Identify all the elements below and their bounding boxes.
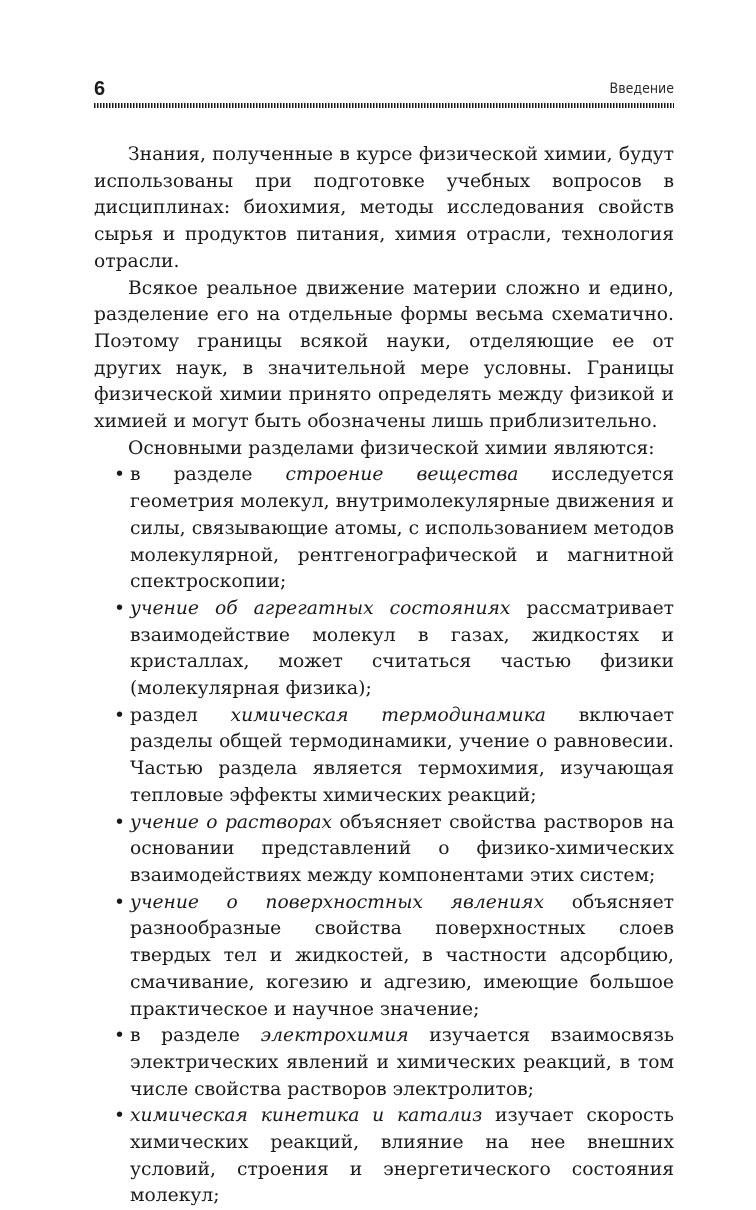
page-header — [94, 77, 674, 105]
item-term: химическая кинетика и катализ — [130, 1105, 483, 1127]
bullet: • — [114, 1025, 126, 1047]
paragraph: Знания, полученные в курсе физической химии, будут использованы при подготовке учебных вопросов в дисциплинах: биохимия, методы исследования свойств сырья и продуктов питания, химия отрасли, технология отрасли. — [94, 144, 674, 272]
item-term: учение о поверхностных явлениях — [130, 891, 545, 913]
bullet: • — [114, 464, 126, 486]
list-item — [94, 596, 674, 703]
item-text: включает разделы общей термодинамики, учение о равновесии. Частью раздела является термохимия, изучающая тепловые эффекты химических реакций; — [130, 704, 674, 806]
bullet: • — [114, 1105, 126, 1127]
sections-list — [94, 462, 674, 1210]
paragraph: Основными разделами физической химии являются: — [128, 437, 655, 459]
list-item — [94, 462, 674, 596]
item-text: рассматривает взаимодействие молекул в газах, жидкостях и кристаллах, может считаться частью физики (молекулярная физика); — [130, 597, 674, 700]
bullet: • — [114, 811, 126, 833]
list-item — [94, 890, 674, 1024]
item-text: объясняет разнообразные свойства поверхностных слоев твердых тел и жидкостей, в частности адсорбцию, смачивание, когезию и адгезию, имеющие большое практическое и научное значение; — [130, 891, 674, 1020]
list-item — [94, 1103, 674, 1210]
bullet: • — [114, 891, 126, 913]
item-text: изучает скорость химических реакций, влияние на нее внешних условий, строения и энергетического состояния молекул; — [130, 1105, 674, 1207]
item-term: учение об агрегатных состояниях — [130, 597, 511, 619]
header-rule — [94, 103, 674, 108]
item-text: в разделе — [130, 1025, 261, 1047]
bullet: • — [114, 597, 126, 619]
item-term: электрохимия — [260, 1025, 409, 1047]
item-term: строение вещества — [285, 464, 519, 486]
list-item — [94, 703, 674, 810]
bullet: • — [114, 704, 126, 726]
list-item — [94, 1023, 674, 1103]
item-text: объясняет свойства растворов на основании представлений о физико-химических взаимодействиях между компонентами этих систем; — [130, 811, 674, 886]
running-head: Введение — [609, 81, 674, 97]
page-body — [94, 142, 674, 1210]
page-number: 6 — [94, 78, 106, 100]
item-text: раздел — [130, 704, 231, 726]
list-item — [94, 810, 674, 890]
paragraph: Всякое реальное движение материи сложно и едино, разделение его на отдельные формы весьма схематично. Поэтому границы всякой науки, отделяющие ее от других наук, в значительной мере условны. Границы физической химии принято определять между физикой и химией и могут быть обозначены лишь приблизительно. — [94, 277, 674, 433]
item-text: исследуется геометрия молекул, внутримолекулярные движения и силы, связывающие атомы, с использованием методов молекулярной, рентгенографической и магнитной спектроскопии; — [130, 464, 674, 593]
item-term: учение о растворах — [130, 811, 333, 833]
item-text: изучается взаимосвязь электрических явлений и химических реакций, в том числе свойства растворов электролитов; — [130, 1025, 674, 1100]
item-text: в разделе — [130, 464, 286, 486]
item-term: химическая термодинамика — [230, 704, 546, 726]
